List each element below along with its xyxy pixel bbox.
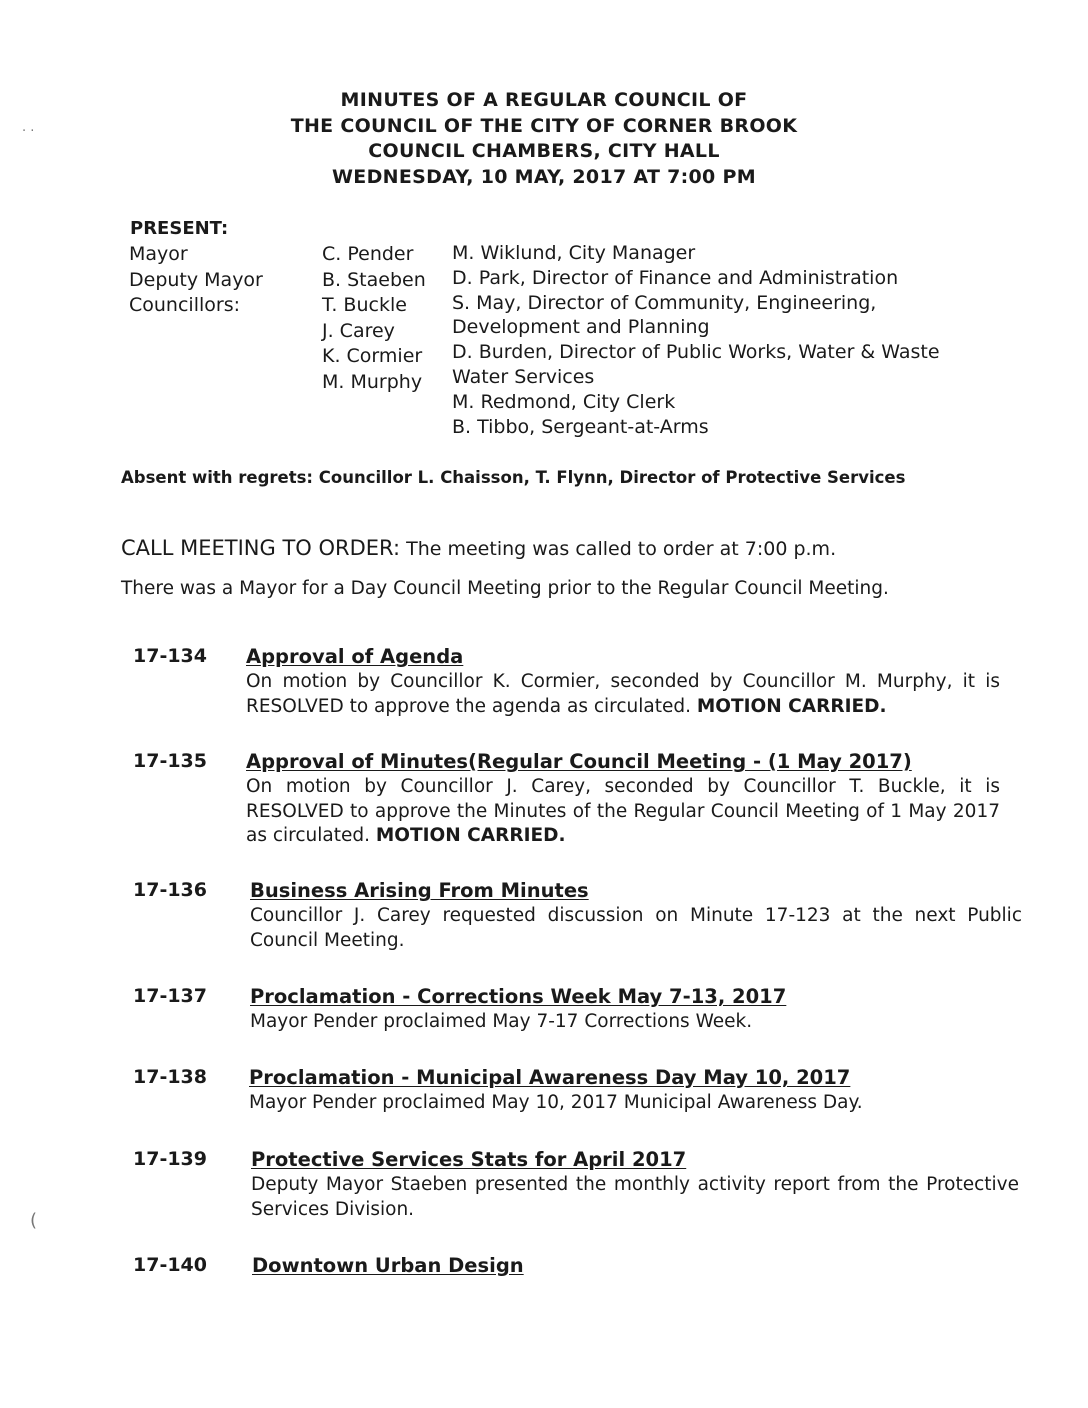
present-staff xyxy=(452,241,940,439)
absent-with-regrets: Absent with regrets: Councillor L. Chaisson, T. Flynn, Director of Protective Services xyxy=(121,468,906,487)
minute-number: 17-134 xyxy=(133,645,207,667)
minute-text: Councillor J. Carey requested discussion on Minute 17-123 at the next Public Council Meeting. xyxy=(250,905,1022,951)
minute-text: On motion by Councillor J. Carey, seconded by Councillor T. Buckle, it is RESOLVED to approve the Minutes of the Regular Council Meeting of 1 May 2017 as circulated. xyxy=(246,776,1000,846)
scan-speck: · · xyxy=(22,124,35,139)
staff-line: Development and Planning xyxy=(452,316,710,339)
minute-text: Deputy Mayor Staeben presented the monthly activity report from the Protective Services Division. xyxy=(251,1174,1019,1220)
present-names xyxy=(322,242,426,395)
present-roles xyxy=(129,242,263,319)
title-line-4: WEDNESDAY, 10 MAY, 2017 AT 7:00 PM xyxy=(332,165,756,188)
title-line-3: COUNCIL CHAMBERS, CITY HALL xyxy=(368,140,720,162)
prior-meeting-note: There was a Mayor for a Day Council Meeting prior to the Regular Council Meeting. xyxy=(121,578,889,599)
call-to-order-heading: CALL MEETING TO ORDER: xyxy=(121,536,401,560)
role-councillors: Councillors: xyxy=(129,294,240,316)
call-to-order xyxy=(121,536,836,560)
name-staeben: B. Staeben xyxy=(322,268,426,291)
title-line-1: MINUTES OF A REGULAR COUNCIL OF xyxy=(340,89,748,111)
minute-heading: Protective Services Stats for April 2017 xyxy=(251,1148,687,1171)
minute-heading: Proclamation - Municipal Awareness Day May 10, 2017 xyxy=(249,1066,851,1089)
present-label: PRESENT: xyxy=(130,218,229,239)
minute-body xyxy=(246,775,1000,849)
document-title xyxy=(0,88,1088,190)
minute-number: 17-139 xyxy=(133,1148,207,1170)
minute-body xyxy=(250,1010,1022,1035)
staff-line: M. Wiklund, City Manager xyxy=(452,242,696,264)
staff-line: Water Services xyxy=(452,365,595,388)
role-mayor: Mayor xyxy=(129,243,188,265)
name-murphy: M. Murphy xyxy=(322,370,423,393)
call-to-order-text: The meeting was called to order at 7:00 p.m. xyxy=(406,538,837,560)
role-deputy-mayor: Deputy Mayor xyxy=(129,268,263,291)
scan-speck: ( xyxy=(30,1210,38,1231)
name-buckle: T. Buckle xyxy=(322,294,407,316)
minute-heading: Proclamation - Corrections Week May 7-13, 2017 xyxy=(250,985,787,1008)
minute-text: Mayor Pender proclaimed May 7-17 Corrections Week. xyxy=(250,1011,753,1032)
minute-number: 17-136 xyxy=(133,879,207,901)
minute-body xyxy=(250,904,1022,953)
minute-number: 17-135 xyxy=(133,750,207,772)
minute-number: 17-140 xyxy=(133,1254,207,1276)
minute-text: On motion by Councillor K. Cormier, seconded by Councillor M. Murphy, it is RESOLVED to approve the agenda as circulated. xyxy=(246,671,1000,717)
name-pender: C. Pender xyxy=(322,243,414,265)
minute-body xyxy=(251,1173,1019,1222)
name-cormier: K. Cormier xyxy=(322,345,423,367)
minute-number: 17-137 xyxy=(133,985,207,1007)
minute-heading: Approval of Agenda xyxy=(246,645,464,668)
minute-heading: Downtown Urban Design xyxy=(252,1254,524,1277)
staff-line: D. Park, Director of Finance and Administration xyxy=(452,266,899,289)
staff-line: D. Burden, Director of Public Works, Water & Waste xyxy=(452,341,940,364)
title-line-2: THE COUNCIL OF THE CITY OF CORNER BROOK xyxy=(290,114,798,137)
motion-carried: MOTION CARRIED. xyxy=(375,825,566,846)
minute-body xyxy=(246,670,1000,719)
minute-body xyxy=(249,1091,1021,1116)
staff-line: S. May, Director of Community, Engineering, xyxy=(452,291,877,314)
minute-number: 17-138 xyxy=(133,1066,207,1088)
motion-carried: MOTION CARRIED. xyxy=(696,695,887,717)
staff-line: M. Redmond, City Clerk xyxy=(452,390,676,413)
name-carey: J. Carey xyxy=(322,319,395,342)
staff-line: B. Tibbo, Sergeant-at-Arms xyxy=(452,415,709,438)
minute-heading: Business Arising From Minutes xyxy=(250,879,589,902)
minute-text: Mayor Pender proclaimed May 10, 2017 Municipal Awareness Day. xyxy=(249,1092,863,1113)
minute-heading: Approval of Minutes(Regular Council Meeting - (1 May 2017) xyxy=(246,750,912,773)
